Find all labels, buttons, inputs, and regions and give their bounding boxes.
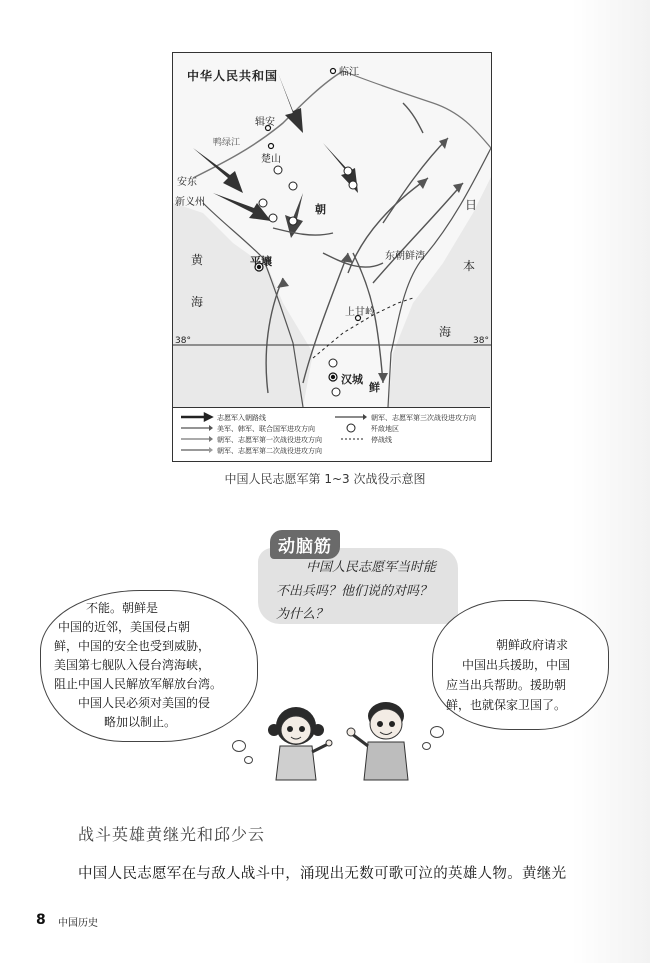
legend-entry-us-attack: 美军、韩军、联合国军进攻方向 <box>217 425 315 433</box>
place-chao: 朝 <box>315 203 326 216</box>
thought-bubble-left-1 <box>232 740 246 752</box>
legend-entry-second: 朝军、志愿军第二次战役进攻方向 <box>217 447 322 455</box>
cloud-right-line-3: 应当出兵帮助。援助朝 <box>446 678 567 692</box>
cloud-left-line-3: 鲜，中国的安全也受到威胁， <box>54 639 211 653</box>
place-hai-yellow: 海 <box>191 295 204 309</box>
cloud-left-line-4: 美国第七舰队入侵台湾海峡， <box>54 658 211 672</box>
legend-entry-first: 朝军、志愿军第一次战役进攻方向 <box>217 436 322 444</box>
cloud-right-line-4: 鲜，也就保家卫国了。 <box>446 698 567 712</box>
place-jian: 辑安 <box>255 117 275 128</box>
think-line-3: 为什么？ <box>276 607 329 622</box>
legend-entry-route: 志愿军入朝路线 <box>217 414 266 422</box>
section-title: 战斗英雄黄继光和邱少云 <box>78 825 266 844</box>
place-seoul: 汉城 <box>341 373 363 386</box>
place-linjiang: 临江 <box>339 67 359 78</box>
think-title: 动脑筋 <box>270 530 340 559</box>
legend-entry-third: 朝军、志愿军第三次战役进攻方向 <box>371 414 476 422</box>
lat-label-left: 38° <box>175 336 191 346</box>
thought-bubble-left-2 <box>244 756 253 764</box>
cloud-left-line-5: 阻止中国人民解放军解放台湾。 <box>54 677 223 691</box>
cloud-left-line-2: 中国的近邻，美国侵占朝 <box>58 620 191 634</box>
place-chushan: 楚山 <box>261 154 281 165</box>
place-andong: 安东 <box>177 177 197 188</box>
place-east-bay: 东朝鲜湾 <box>385 251 425 262</box>
boy-illustration <box>346 694 422 784</box>
cloud-right-line-2: 中国出兵援助，中国 <box>462 658 571 672</box>
place-xinyiju: 新义州 <box>175 197 205 208</box>
place-yalu: 鸭绿江 <box>213 138 241 148</box>
map-caption: 中国人民志愿军第 1~3 次战役示意图 <box>224 472 426 486</box>
place-huang: 黄 <box>191 253 204 267</box>
thought-bubble-right-1 <box>430 726 444 738</box>
place-shangganling: 上甘岭 <box>345 307 375 318</box>
cloud-left-line-7: 略加以制止。 <box>104 715 177 729</box>
think-line-2: 不出兵吗？他们说的对吗？ <box>276 584 433 599</box>
place-hai-japan: 海 <box>439 325 452 339</box>
think-line-1: 中国人民志愿军当时能 <box>306 560 437 575</box>
girl-illustration <box>262 700 334 786</box>
legend-entry-armistice: 停战线 <box>371 436 392 444</box>
place-ri: 日 <box>465 198 478 212</box>
book-title: 中国历史 <box>58 918 98 929</box>
lat-label-right: 38° <box>473 336 489 346</box>
map-country-label: 中华人民共和国 <box>187 69 279 83</box>
place-pyongyang: 平壤 <box>250 255 272 268</box>
page-number: 8 <box>36 912 46 928</box>
map-drawing <box>173 53 492 462</box>
map-legend <box>173 407 490 461</box>
legend-entry-battle: 歼敌地区 <box>371 425 399 433</box>
cloud-left-line-1: 不能。朝鲜是 <box>86 601 159 615</box>
thought-bubble-right-2 <box>422 742 431 750</box>
cloud-right-line-1: 朝鲜政府请求 <box>496 638 569 652</box>
battle-map <box>172 52 492 462</box>
cloud-left-line-6: 中国人民必须对美国的侵 <box>78 696 211 710</box>
place-ben: 本 <box>463 259 476 273</box>
body-paragraph: 中国人民志愿军在与敌人战斗中，涌现出无数可歌可泣的英雄人物。黄继光 <box>78 866 567 882</box>
place-xian: 鲜 <box>369 381 380 394</box>
